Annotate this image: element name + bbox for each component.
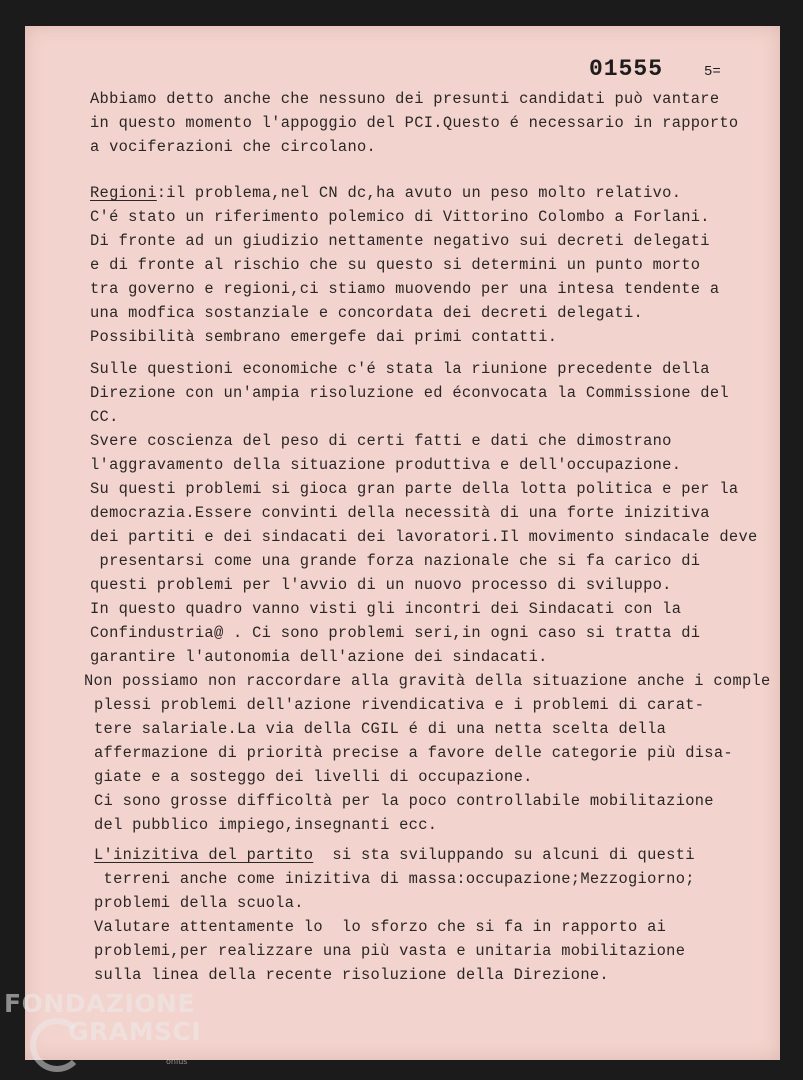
line-text: In questo quadro vanno visti gli incontri dei Sindacati con la [90, 600, 682, 618]
text-line [90, 456, 681, 474]
line-text: Di fronte ad un giudizio nettamente negativo sui decreti delegati [90, 232, 710, 250]
text-line [94, 846, 695, 864]
text-line [90, 208, 710, 226]
line-text: l'aggravamento della situazione produttiva e dell'occupazione. [90, 456, 682, 474]
text-line [94, 720, 666, 738]
text-line [84, 672, 771, 690]
line-text: questi problemi per l'avvio di un nuovo processo di sviluppo. [90, 576, 672, 594]
line-text: a vociferazioni che circolano. [90, 138, 377, 156]
line-text: Abbiamo detto anche che nessuno dei presunti candidati può vantare [90, 90, 720, 108]
line-text: affermazione di priorità precise a favore delle categorie più disa- [94, 744, 733, 762]
line-text: Possibilità sembrano emergefe dai primi contatti. [90, 328, 558, 346]
text-line [90, 552, 700, 570]
line-text: Confindustria@ . Ci sono problemi seri,in ogni caso si tratta di [90, 624, 701, 642]
text-line [90, 480, 738, 498]
text-line [90, 138, 376, 156]
line-text: :il problema,nel CN dc,ha avuto un peso molto relativo. [156, 184, 682, 202]
text-line [90, 280, 719, 298]
line-text: Direzione con un'ampia risoluzione ed éconvocata la Commissione del [90, 384, 729, 402]
text-line [90, 256, 700, 274]
line-text: Sulle questioni economiche c'é stata la riunione precedente della [90, 360, 710, 378]
line-text: Valutare attentamente lo lo sforzo che si fa in rapporto ai [94, 918, 667, 936]
line-text: C'é stato un riferimento polemico di Vittorino Colombo a Forlani. [90, 208, 710, 226]
text-line [90, 528, 758, 546]
text-line [94, 942, 685, 960]
text-line [90, 184, 681, 202]
text-line [94, 918, 666, 936]
line-text: garantire l'autonomia dell'azione dei sindacati. [90, 648, 548, 666]
text-line [94, 816, 437, 834]
line-text: problemi della scuola. [94, 894, 304, 912]
text-line [94, 792, 714, 810]
line-text: in questo momento l'appoggio del PCI.Questo é necessario in rapporto [90, 114, 739, 132]
line-text: giate e a sosteggo dei livelli di occupazione. [94, 768, 533, 786]
text-line [90, 360, 710, 378]
line-text: presentarsi come una grande forza nazionale che si fa carico di [90, 552, 701, 570]
text-line [94, 870, 695, 888]
line-text: si sta sviluppando su alcuni di questi [313, 846, 695, 864]
text-line [90, 408, 119, 426]
document-number: 01555 [589, 56, 664, 82]
line-text: terreni anche come inizitiva di massa:occupazione;Mezzogiorno; [94, 870, 695, 888]
watermark [4, 989, 202, 1066]
page-number: 5= [704, 64, 721, 80]
text-line [90, 384, 729, 402]
text-line [90, 114, 738, 132]
text-line [90, 328, 557, 346]
text-line [94, 744, 733, 762]
text-line [90, 304, 643, 322]
text-line [94, 696, 704, 714]
text-line [94, 966, 609, 984]
line-text: una modfica sostanziale e concordata dei decreti delegati. [90, 304, 644, 322]
line-text: CC. [90, 408, 119, 426]
line-text: plessi problemi dell'azione rivendicativa e i problemi di carat- [94, 696, 705, 714]
line-text: Ci sono grosse difficoltà per la poco controllabile mobilitazione [94, 792, 714, 810]
line-text: Non possiamo non raccordare alla gravità della situazione anche i comple [84, 672, 771, 690]
watermark-line-3: onlus [166, 1057, 188, 1066]
line-text: sulla linea della recente risoluzione della Direzione. [94, 966, 609, 984]
text-line [90, 432, 672, 450]
line-text: Svere coscienza del peso di certi fatti e dati che dimostrano [90, 432, 672, 450]
text-line [94, 768, 533, 786]
text-line [90, 624, 700, 642]
underlined-heading: Regioni [90, 184, 157, 202]
line-text: problemi,per realizzare una più vasta e unitaria mobilitazione [94, 942, 686, 960]
underlined-heading: L'inizitiva del partito [94, 846, 314, 864]
text-line [90, 648, 548, 666]
line-text: tra governo e regioni,ci stiamo muovendo per una intesa tendente a [90, 280, 720, 298]
text-line [90, 504, 710, 522]
text-line [90, 576, 672, 594]
line-text: tere salariale.La via della CGIL é di una netta scelta della [94, 720, 667, 738]
text-line [90, 600, 681, 618]
line-text: Su questi problemi si gioca gran parte della lotta politica e per la [90, 480, 739, 498]
watermark-line-1: FONDAZIONE [4, 989, 196, 1018]
text-line [90, 232, 710, 250]
line-text: dei partiti e dei sindacati dei lavoratori.Il movimento sindacale deve [90, 528, 758, 546]
text-line [94, 894, 304, 912]
watermark-line-2: GRAMSCI [68, 1017, 202, 1046]
line-text: democrazia.Essere convinti della necessità di una forte inizitiva [90, 504, 710, 522]
line-text: del pubblico impiego,insegnanti ecc. [94, 816, 438, 834]
line-text: e di fronte al rischio che su questo si determini un punto morto [90, 256, 701, 274]
text-line [90, 90, 719, 108]
